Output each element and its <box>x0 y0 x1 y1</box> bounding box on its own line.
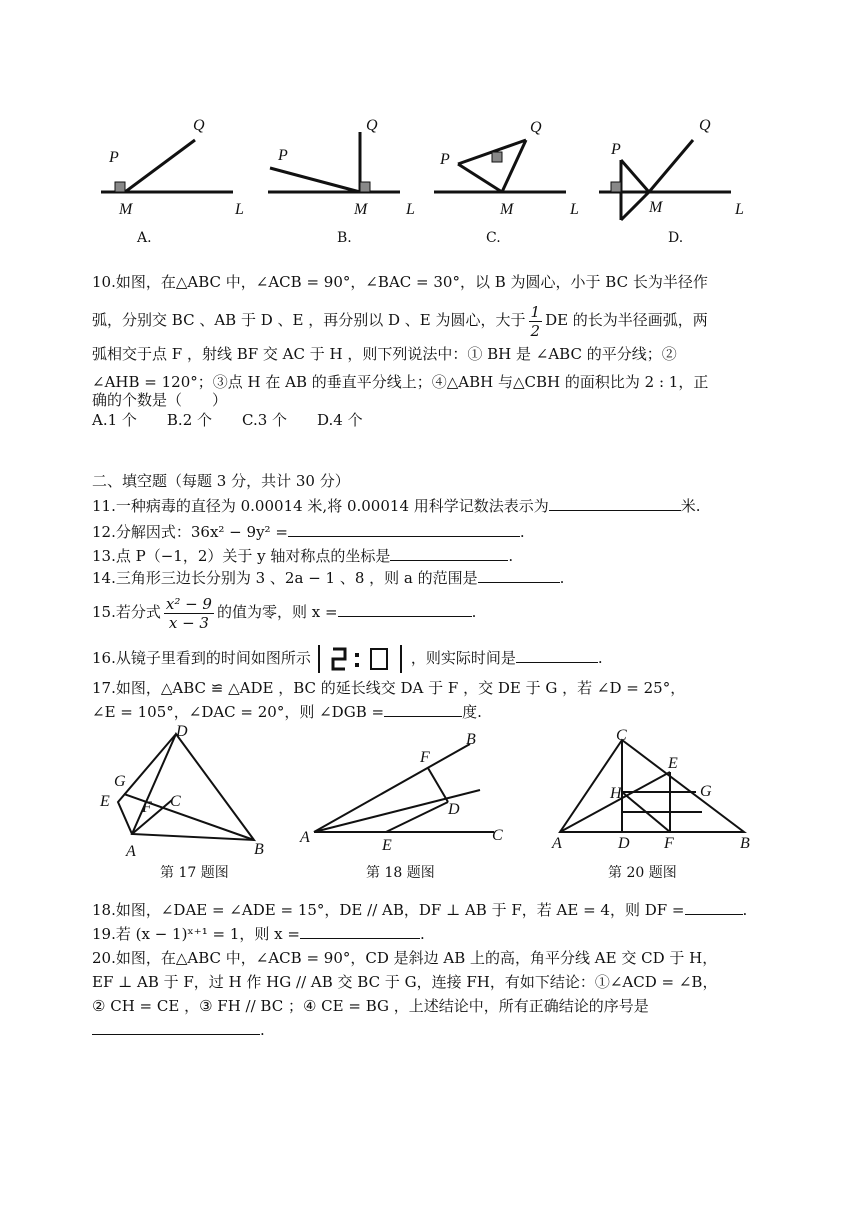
q18-blank[interactable] <box>685 898 743 915</box>
label-q: Q <box>366 117 378 134</box>
q15: 15.若分式 $\frac{\text{x² − 9}}{x - 3}$ 的值为零，则 x = . <box>92 594 477 632</box>
figure-17-caption: 第 17 题图 <box>160 865 229 881</box>
q16: 16.从镜子里看到的时间如图所示 ，则实际时间是 . <box>92 640 782 676</box>
q15-blank[interactable] <box>338 600 472 617</box>
q13-blank[interactable] <box>390 544 508 561</box>
q20-line3: ② CH = CE ，③ FH // BC ；④ CE = BG ，上述结论中，所有正确结论的序号是 <box>92 997 649 1015</box>
q11-blank[interactable] <box>549 494 681 511</box>
q19: 19.若 (x − 1)ˣ⁺¹ = 1，则 x = . <box>92 922 782 944</box>
label-c: C <box>170 793 181 810</box>
option-figure-b <box>262 110 422 250</box>
label-l: L <box>735 201 744 218</box>
section-title: 二、填空题（每题 3 分，共计 30 分） <box>92 472 350 490</box>
label-m: M <box>119 201 133 218</box>
q10-fraction: $\frac{1}{2}$ <box>530 302 541 340</box>
label-a: A <box>552 835 562 852</box>
label-a: A <box>126 843 136 860</box>
figure-20-caption: 第 20 题图 <box>608 865 677 881</box>
label-f: F <box>142 799 152 816</box>
q16-blank[interactable] <box>516 646 598 663</box>
label-d: D <box>176 723 188 740</box>
label-q: Q <box>699 117 711 134</box>
q10-choices: A.1 个 B.2 个 C.3 个 D.4 个 <box>92 411 363 429</box>
label-e: E <box>382 837 392 854</box>
label-b: B <box>254 841 264 858</box>
label-m: M <box>354 201 368 218</box>
option-figure-a <box>95 110 245 250</box>
label-b: B <box>466 731 476 748</box>
q20-blank[interactable] <box>92 1018 260 1035</box>
q14: 14.三角形三边长分别为 3 、2a − 1 、8 ，则 a 的范围是 . <box>92 566 782 588</box>
label-f: F <box>664 835 674 852</box>
option-caption-a: A. <box>137 230 152 246</box>
label-a: A <box>300 829 310 846</box>
option-figure-c <box>430 110 590 250</box>
label-m: M <box>500 201 514 218</box>
label-p: P <box>278 147 288 164</box>
q10-line2 <box>92 300 782 340</box>
q14-blank[interactable] <box>478 566 560 583</box>
label-e: E <box>668 755 678 772</box>
option-figure-d <box>595 110 755 250</box>
label-p: P <box>440 151 450 168</box>
option-caption-b: B. <box>337 230 352 246</box>
label-p: P <box>611 141 621 158</box>
label-q: Q <box>193 117 205 134</box>
q10-line3: 弧相交于点 F ，射线 BF 交 AC 于 H ，则下列说法中：① BH 是 ∠ABC 的平分线；② <box>92 345 677 363</box>
q10-line2-part2: DE 的长为半径画弧，两 <box>545 311 708 329</box>
label-g: G <box>114 773 126 790</box>
option-caption-d: D. <box>668 230 684 246</box>
q11: 11.一种病毒的直径为 0.00014 米,将 0.00014 用科学记数法表示为 米. <box>92 494 782 516</box>
label-f: F <box>420 749 430 766</box>
q17-blank[interactable] <box>384 700 462 717</box>
label-l: L <box>406 201 415 218</box>
q17-line1: 17.如图，△ABC ≌ △ADE ，BC 的延长线交 DA 于 F ，交 DE 于 G ，若 ∠D = 25°， <box>92 679 686 697</box>
label-h: H <box>610 785 622 802</box>
figure-18-caption: 第 18 题图 <box>366 865 435 881</box>
q10-line4: ∠AHB = 120°；③点 H 在 AB 的垂直平分线上；④△ABH 与△CBH 的面积比为 2 : 1，正 <box>92 373 709 391</box>
q19-blank[interactable] <box>300 922 420 939</box>
q18: 18.如图，∠DAE = ∠ADE = 15°，DE // AB，DF ⊥ AB 于 F，若 AE = 4，则 DF = . <box>92 898 782 920</box>
label-c: C <box>492 827 503 844</box>
q12: 12.分解因式：36x² − 9y² = . <box>92 520 782 542</box>
label-b: B <box>740 835 750 852</box>
q20-line1: 20.如图，在△ABC 中，∠ACB = 90°，CD 是斜边 AB 上的高，角平分线 AE 交 CD 于 H， <box>92 949 718 967</box>
label-l: L <box>235 201 244 218</box>
figure-18 <box>298 728 508 858</box>
label-m: M <box>649 199 663 216</box>
label-l: L <box>570 201 579 218</box>
label-q: Q <box>530 119 542 136</box>
q10-line2-part1: 弧，分别交 BC 、AB 于 D 、E ，再分别以 D 、E 为圆心，大于 <box>92 311 526 329</box>
q12-blank[interactable] <box>288 520 520 537</box>
label-p: P <box>109 149 119 166</box>
q17-line2: ∠E = 105°，∠DAC = 20°，则 ∠DGB = 度. <box>92 700 782 722</box>
q13: 13.点 P（−1，2）关于 y 轴对称点的坐标是 . <box>92 544 782 566</box>
label-e: E <box>100 793 110 810</box>
label-g: G <box>700 783 712 800</box>
q20-line2: EF ⊥ AB 于 F，过 H 作 HG // AB 交 BC 于 G，连接 FH，有如下结论：①∠ACD = ∠B， <box>92 973 718 991</box>
figure-17 <box>98 722 278 862</box>
q15-fraction: $\frac{\text{x² − 9}}{x - 3}$ <box>165 594 212 632</box>
q10-line1: 10.如图，在△ABC 中，∠ACB = 90°，∠BAC = 30°，以 B 为圆心，小于 BC 长为半径作 <box>92 273 708 291</box>
figure-20 <box>550 728 760 856</box>
mirror-clock-icon <box>315 643 407 675</box>
q20-answer: . <box>92 1018 782 1040</box>
option-caption-c: C. <box>486 230 501 246</box>
label-c: C <box>616 728 627 744</box>
label-d: D <box>618 835 630 852</box>
q10-line5: 确的个数是（ ） <box>92 391 228 409</box>
label-d: D <box>448 801 460 818</box>
